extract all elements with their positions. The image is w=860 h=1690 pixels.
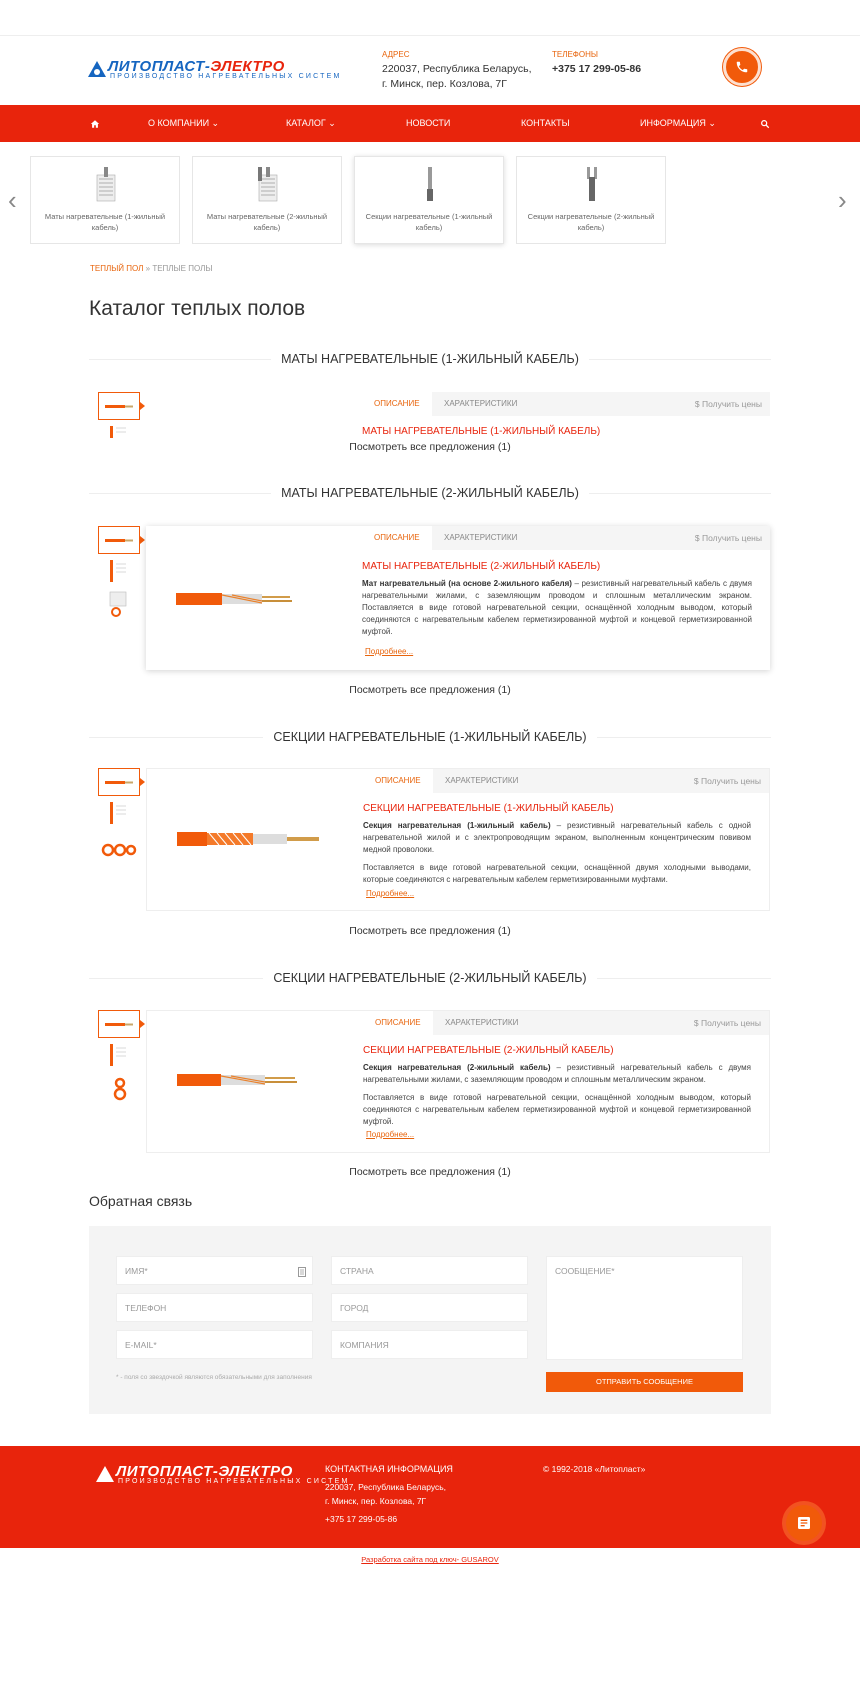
section-heading xyxy=(89,727,771,747)
logo-tagline: ПРОИЗВОДСТВО НАГРЕВАТЕЛЬНЫХ СИСТЕМ xyxy=(110,73,342,80)
home-icon[interactable] xyxy=(90,105,100,142)
footer-phone[interactable]: +375 17 299-05-86 xyxy=(325,1514,398,1524)
tab-description[interactable]: ОПИСАНИЕ xyxy=(362,526,432,550)
footer-address-line1: 220037, Республика Беларусь, xyxy=(325,1482,447,1492)
tab-description[interactable]: ОПИСАНИЕ xyxy=(362,392,432,416)
product-tabs xyxy=(363,1011,769,1035)
header-phone[interactable]: +375 17 299-05-86 xyxy=(552,63,642,75)
feedback-title: Обратная связь xyxy=(89,1193,193,1209)
get-price-link[interactable]: $ Получить цены xyxy=(693,776,761,786)
main-nav xyxy=(0,105,860,142)
get-price-link[interactable]: $ Получить цены xyxy=(693,1018,761,1028)
cable-2core-image xyxy=(177,1065,327,1095)
thumb-selected[interactable] xyxy=(98,526,140,554)
tab-specs[interactable]: ХАРАКТЕРИСТИКИ xyxy=(444,399,518,408)
carousel-card-label: Секции нагревательные (2-жильный кабель) xyxy=(527,212,655,232)
required-note: * - поля со звездочкой являются обязательными для заполнения xyxy=(116,1374,312,1381)
thumb-selected[interactable] xyxy=(98,392,140,420)
product-tabs xyxy=(362,392,770,416)
thumb-selected[interactable] xyxy=(98,768,140,796)
address-label: АДРЕС xyxy=(382,50,410,59)
carousel-card[interactable] xyxy=(192,156,342,244)
city-field[interactable]: ГОРОД xyxy=(331,1293,528,1322)
name-field[interactable] xyxy=(116,1256,313,1285)
product-panel xyxy=(146,392,770,446)
more-link[interactable]: Подробнее... xyxy=(365,647,414,656)
product-title[interactable]: МАТЫ НАГРЕВАТЕЛЬНЫЕ (1-ЖИЛЬНЫЙ КАБЕЛЬ) xyxy=(362,426,601,437)
phone-field[interactable]: ТЕЛЕФОН xyxy=(116,1293,313,1322)
cable-1core-image xyxy=(177,824,327,854)
phone-icon xyxy=(735,60,749,74)
product-panel xyxy=(146,526,770,670)
carousel-card[interactable] xyxy=(516,156,666,244)
section-2core-image xyxy=(579,167,605,205)
footer-contact-label: КОНТАКТНАЯ ИНФОРМАЦИЯ xyxy=(325,1464,453,1474)
product-title[interactable]: МАТЫ НАГРЕВАТЕЛЬНЫЕ (2-ЖИЛЬНЫЙ КАБЕЛЬ) xyxy=(362,561,601,572)
section-heading xyxy=(89,968,771,988)
tab-description[interactable]: ОПИСАНИЕ xyxy=(363,1011,433,1035)
thumb-item[interactable] xyxy=(98,832,140,860)
logo-name: ЛИТОПЛАСТ-ЭЛЕКТРО xyxy=(108,58,285,75)
footer-copyright: © 1992-2018 «Литопласт» xyxy=(543,1464,646,1474)
nav-about[interactable]: О КОМПАНИИ ⌄ xyxy=(148,118,220,128)
view-all-link[interactable]: Посмотреть все предложения (1) xyxy=(349,925,511,937)
company-field[interactable]: КОМПАНИЯ xyxy=(331,1330,528,1359)
logo-name: ЛИТОПЛАСТ-ЭЛЕКТРО xyxy=(116,1463,293,1480)
breadcrumb-sep: » xyxy=(143,264,153,273)
contact-card-icon xyxy=(298,1267,306,1277)
section-1core-image xyxy=(417,167,443,205)
developer-link[interactable]: Разработка сайта под ключ- GUSAROV xyxy=(361,1555,499,1564)
top-bar xyxy=(0,0,860,36)
breadcrumb-link[interactable]: ТЕПЛЫЙ ПОЛ xyxy=(90,264,144,273)
section-heading xyxy=(89,483,771,503)
email-field[interactable]: E-MAIL* xyxy=(116,1330,313,1359)
phones-label: ТЕЛЕФОНЫ xyxy=(552,50,598,59)
nav-info[interactable]: ИНФОРМАЦИЯ ⌄ xyxy=(640,118,716,128)
view-all-link[interactable]: Посмотреть все предложения (1) xyxy=(349,684,511,696)
page-title: Каталог теплых полов xyxy=(89,297,306,320)
view-all-link[interactable]: Посмотреть все предложения (1) xyxy=(349,1166,511,1178)
product-title[interactable]: СЕКЦИИ НАГРЕВАТЕЛЬНЫЕ (1-ЖИЛЬНЫЙ КАБЕЛЬ) xyxy=(363,803,614,814)
thumb-item[interactable] xyxy=(98,800,140,828)
view-all-link[interactable]: Посмотреть все предложения (1) xyxy=(349,441,511,453)
breadcrumb xyxy=(90,264,212,273)
carousel-card[interactable] xyxy=(30,156,180,244)
tab-specs[interactable]: ХАРАКТЕРИСТИКИ xyxy=(445,1018,519,1027)
section-heading-text: МАТЫ НАГРЕВАТЕЛЬНЫЕ (2-ЖИЛЬНЫЙ КАБЕЛЬ) xyxy=(271,483,589,503)
submit-button[interactable]: ОТПРАВИТЬ СООБЩЕНИЕ xyxy=(546,1372,743,1392)
message-field[interactable]: СООБЩЕНИЕ* xyxy=(546,1256,743,1360)
search-icon[interactable] xyxy=(760,105,770,142)
address-line1: 220037, Республика Беларусь, xyxy=(382,63,532,75)
site-logo[interactable] xyxy=(88,58,342,82)
product-panel xyxy=(146,768,770,911)
thumb-item[interactable] xyxy=(98,558,140,586)
mat-1core-image xyxy=(93,167,119,205)
product-description-more: Поставляется в виде готовой нагревательной секции, оснащённой холодным выводом, который соединяются с нагревательным кабелем герметизированной муфтой и концевой герметизированной муфтой. xyxy=(363,1093,751,1126)
breadcrumb-current: ТЕПЛЫЕ ПОЛЫ xyxy=(152,264,213,273)
thumb-item[interactable] xyxy=(98,424,140,438)
section-heading-text: СЕКЦИИ НАГРЕВАТЕЛЬНЫЕ (1-ЖИЛЬНЫЙ КАБЕЛЬ) xyxy=(263,727,596,747)
nav-news[interactable]: НОВОСТИ xyxy=(406,118,451,128)
more-link[interactable]: Подробнее... xyxy=(366,1130,415,1139)
footer xyxy=(0,1446,860,1548)
logo-mark-icon xyxy=(96,1466,114,1482)
thumb-item[interactable] xyxy=(98,1074,140,1102)
product-description: Секция нагревательная (1-жильный кабель) – резистивный нагревательный кабель с одной нагревательной жилой и с электропроводящим экраном, выполненным концентрическим повивом медной проволоки. xyxy=(363,821,751,854)
tab-specs[interactable]: ХАРАКТЕРИСТИКИ xyxy=(444,533,518,542)
carousel-card-label: Секции нагревательные (1-жильный кабель) xyxy=(365,212,493,232)
carousel-card[interactable] xyxy=(354,156,504,244)
tab-description[interactable]: ОПИСАНИЕ xyxy=(363,769,433,793)
carousel-prev-icon[interactable]: ‹ xyxy=(8,185,17,215)
nav-contacts[interactable]: КОНТАКТЫ xyxy=(521,118,570,128)
footer-address-line2: г. Минск, пер. Козлова, 7Г xyxy=(325,1496,427,1506)
product-tabs xyxy=(362,526,770,550)
section-heading-text: СЕКЦИИ НАГРЕВАТЕЛЬНЫЕ (2-ЖИЛЬНЫЙ КАБЕЛЬ) xyxy=(263,968,596,988)
thumb-item[interactable] xyxy=(98,590,140,618)
mat-2core-image xyxy=(255,167,281,205)
name-placeholder: ИМЯ* xyxy=(125,1266,148,1276)
section-heading-text: МАТЫ НАГРЕВАТЕЛЬНЫЕ (1-ЖИЛЬНЫЙ КАБЕЛЬ) xyxy=(271,349,589,369)
chat-button[interactable] xyxy=(786,1505,822,1541)
product-description: Мат нагревательный (на основе 2-жильного кабеля) – резистивный нагревательный кабель с двумя нагревательными жилами, с заземляющим проводом и сплошным металлическим экраном. Поставляется в виде готовой нагревательной секции, оснащённой холодным выводом, который соединяются с нагревательным кабелем герметизированной муфтой и концевой герметизированной муфтой. xyxy=(362,579,752,636)
address-line2: г. Минск, пер. Козлова, 7Г xyxy=(382,78,507,90)
logo-mark-icon xyxy=(88,61,106,77)
tab-specs[interactable]: ХАРАКТЕРИСТИКИ xyxy=(445,776,519,785)
thumb-selected[interactable] xyxy=(98,1010,140,1038)
call-button[interactable] xyxy=(723,48,761,86)
get-price-link[interactable]: $ Получить цены xyxy=(694,399,762,409)
thumb-item[interactable] xyxy=(98,1042,140,1070)
nav-catalog[interactable]: КАТАЛОГ ⌄ xyxy=(286,118,336,128)
logo-tagline: ПРОИЗВОДСТВО НАГРЕВАТЕЛЬНЫХ СИСТЕМ xyxy=(118,1478,350,1485)
chat-icon xyxy=(796,1515,812,1531)
get-price-link[interactable]: $ Получить цены xyxy=(694,533,762,543)
carousel-card-label: Маты нагревательные (2-жильный кабель) xyxy=(206,212,328,232)
product-title[interactable]: СЕКЦИИ НАГРЕВАТЕЛЬНЫЕ (2-ЖИЛЬНЫЙ КАБЕЛЬ) xyxy=(363,1045,614,1056)
carousel-next-icon[interactable]: › xyxy=(838,185,847,215)
more-link[interactable]: Подробнее... xyxy=(366,889,415,898)
section-heading xyxy=(89,349,771,369)
carousel-card-label: Маты нагревательные (1-жильный кабель) xyxy=(44,212,166,232)
country-field[interactable]: СТРАНА xyxy=(331,1256,528,1285)
cable-2core-image xyxy=(176,583,326,613)
footer-logo[interactable] xyxy=(96,1463,350,1487)
product-description-more: Поставляется в виде готовой нагревательной секции, оснащённой двумя холодными выводами, которые соединяются с нагревательным кабелем герметизированными муфтами. xyxy=(363,863,751,884)
product-panel xyxy=(146,1010,770,1153)
product-tabs xyxy=(363,769,769,793)
product-description: Секция нагревательная (2-жильный кабель) – резистивный нагревательный кабель с двумя нагревательными жилами, с заземляющим проводом и сплошным металлическим экраном. xyxy=(363,1063,751,1084)
